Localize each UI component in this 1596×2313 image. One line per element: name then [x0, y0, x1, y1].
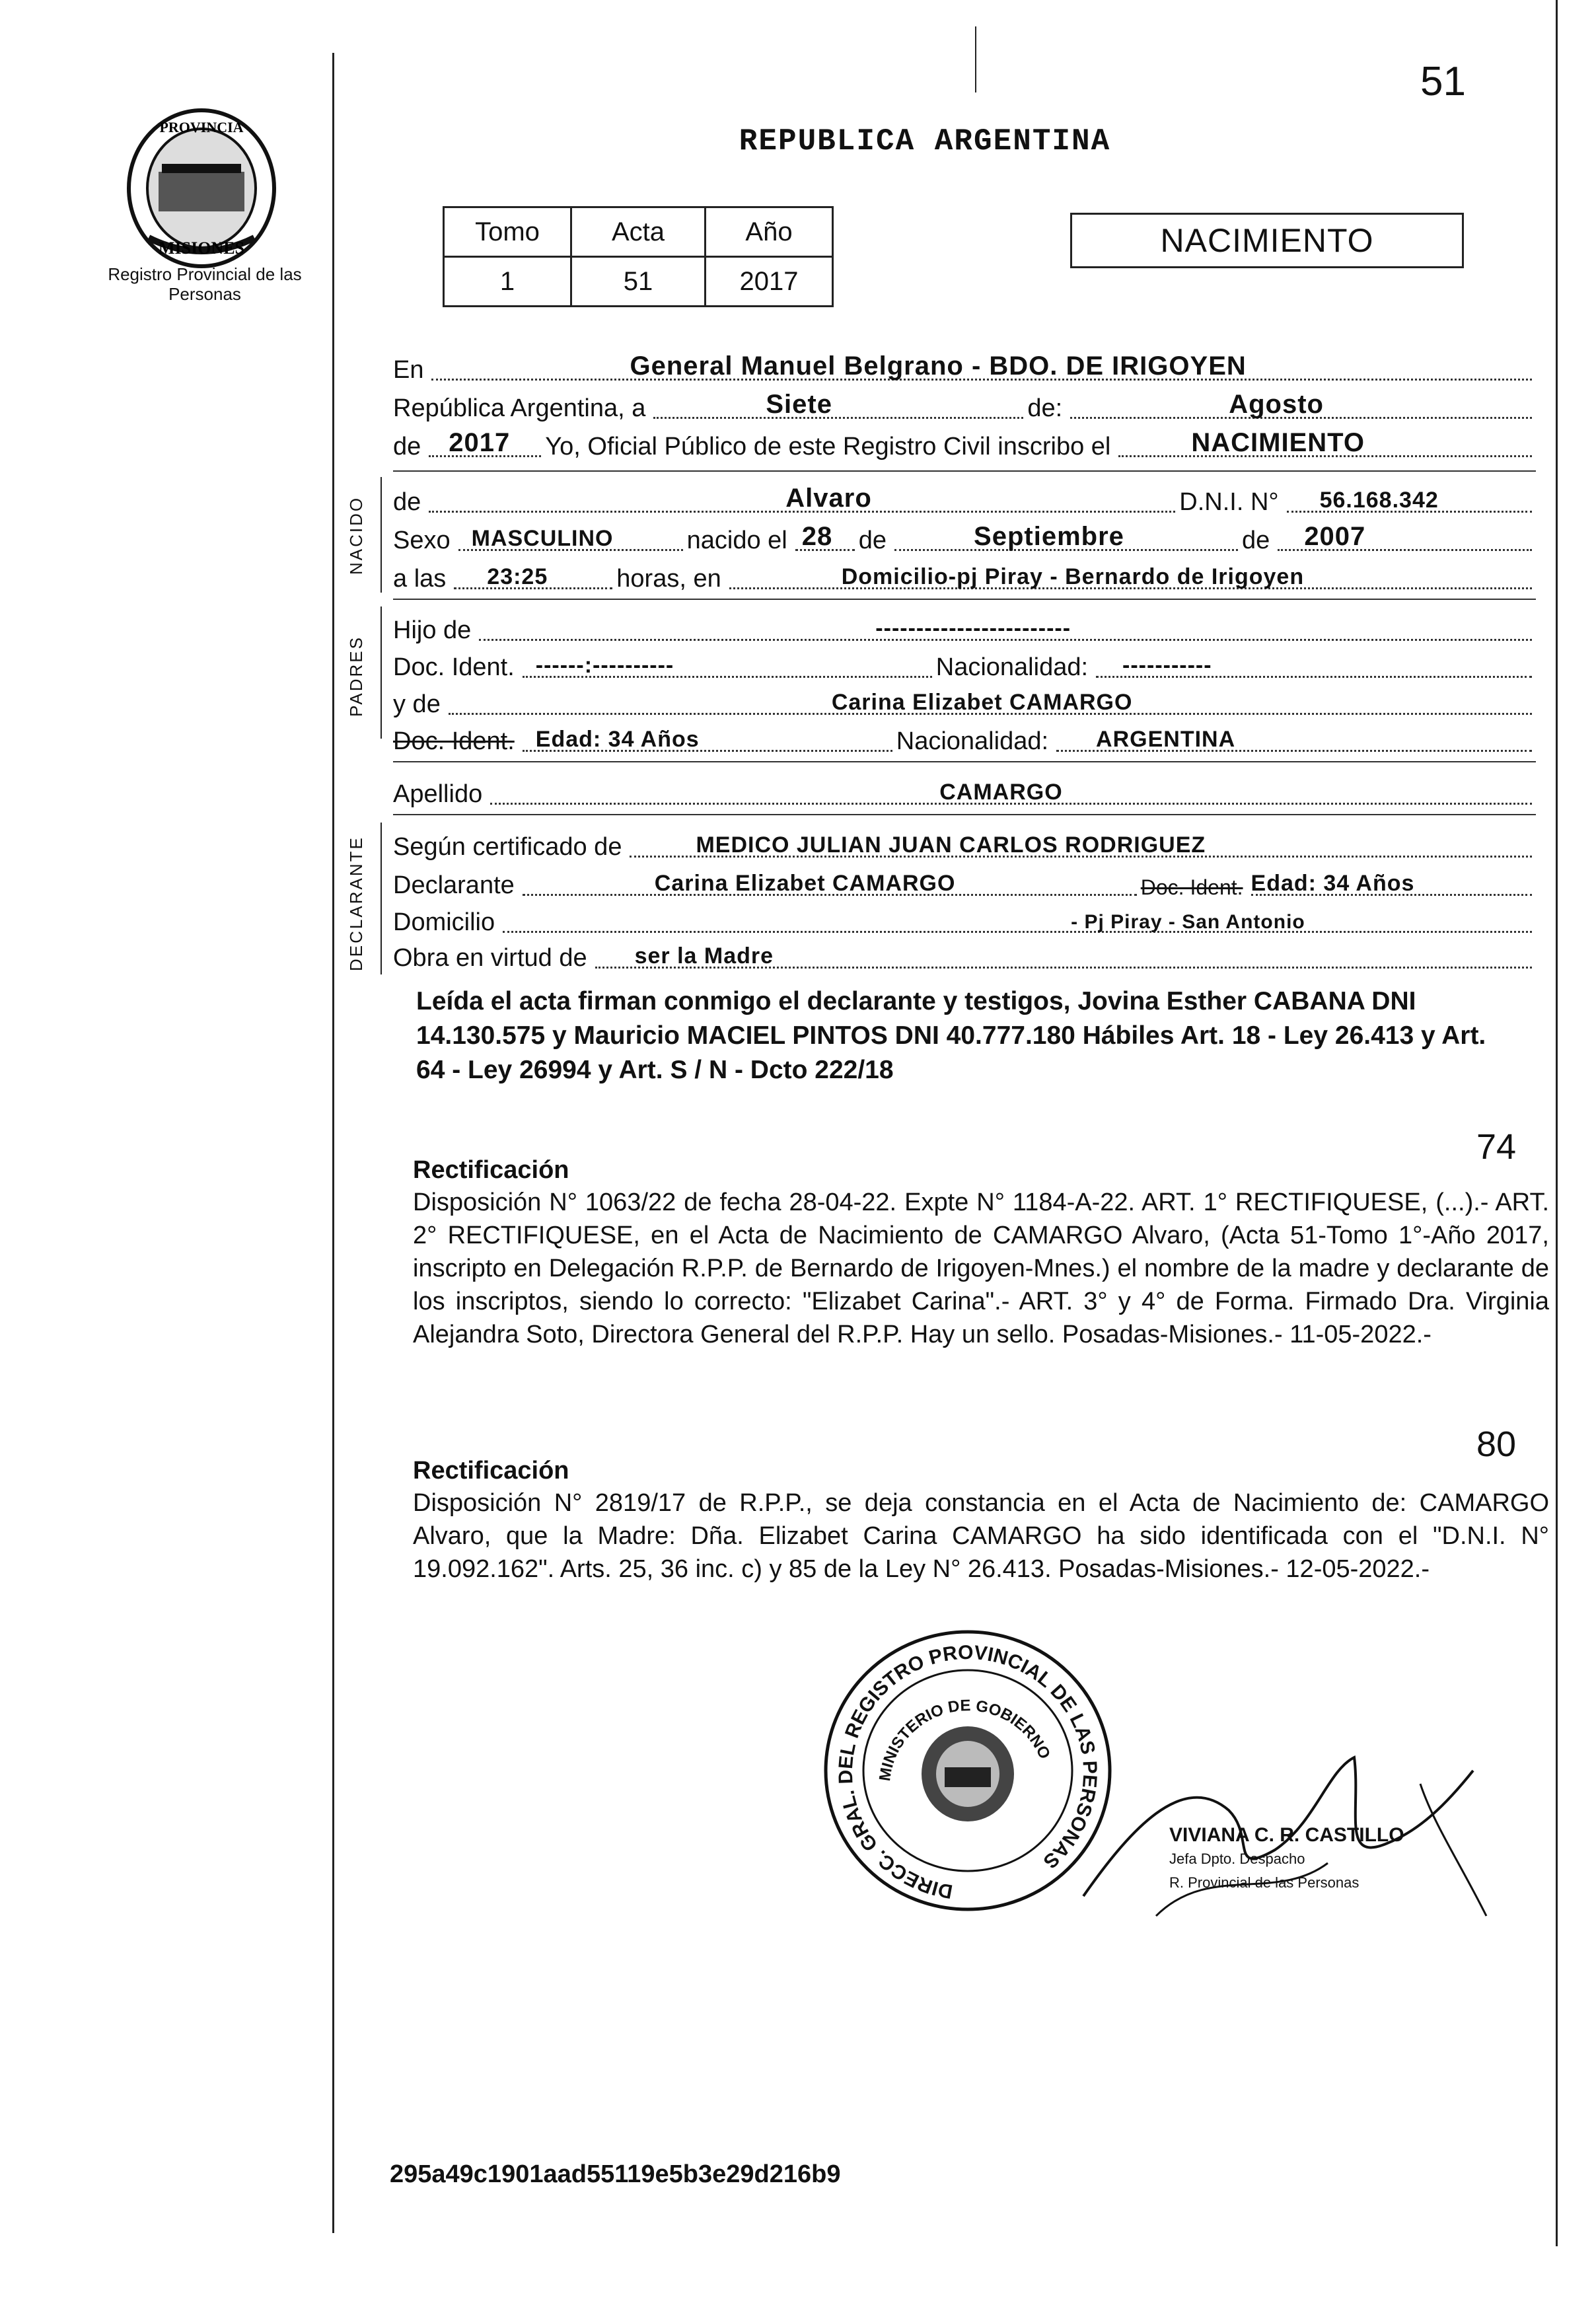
birth-month-value: Septiembre	[974, 522, 1124, 551]
rectification-number: 80	[1476, 1424, 1517, 1464]
row-hour-place	[393, 559, 1536, 593]
row-place	[393, 350, 1536, 385]
declarante-value: Carina Elizabet CAMARGO	[654, 871, 956, 896]
padres-bracket	[381, 606, 382, 739]
birth-year-value: 2007	[1304, 522, 1366, 551]
row-sex-birth	[393, 521, 1536, 555]
ledger-value-acta: 51	[571, 257, 706, 307]
row-obra	[393, 938, 1536, 973]
row-year-act	[393, 427, 1536, 461]
separator	[393, 470, 1536, 472]
mother-value: Carina Elizabet CAMARGO	[831, 690, 1133, 715]
de-year-label: de	[393, 433, 421, 460]
doc-ident-label: Doc. Ident.	[393, 653, 515, 681]
row-date	[393, 388, 1536, 423]
stamp-inner-text: MINISTERIO DE GOBIERNO	[876, 1697, 1054, 1782]
signer-office: R. Provincial de las Personas	[1169, 1874, 1360, 1891]
father-value: ------------------------	[875, 616, 1071, 641]
nacionalidad-label-2: Nacionalidad:	[896, 727, 1049, 755]
nacido-label: nacido el	[686, 527, 787, 554]
rectification-title: Rectificación	[413, 1156, 569, 1184]
sexo-value: MASCULINO	[471, 526, 614, 551]
document-type-box: NACIMIENTO	[1070, 213, 1464, 268]
ledger-value-tomo: 1	[444, 257, 571, 307]
ledger-value-ano: 2017	[706, 257, 833, 307]
year-value: 2017	[449, 428, 511, 457]
row-father-doc	[393, 647, 1536, 682]
name-value: Alvaro	[785, 484, 872, 513]
declarante-section-label: DECLARANTE	[346, 836, 366, 971]
nacionalidad-label: Nacionalidad:	[935, 653, 1089, 681]
act-value: NACIMIENTO	[1191, 428, 1365, 457]
row-mother-doc	[393, 721, 1536, 756]
certificado-label: Según certificado de	[393, 833, 622, 861]
obra-value: ser la Madre	[634, 943, 774, 969]
row-mother	[393, 684, 1536, 719]
birth-day-value: 28	[801, 522, 833, 551]
oficial-text: Yo, Oficial Público de este Registro Civil inscribo el	[545, 433, 1111, 460]
de-name-label: de	[393, 488, 421, 516]
father-doc-value: ------:----------	[535, 653, 674, 678]
svg-text:MISIONES: MISIONES	[158, 239, 245, 258]
signer-title: Jefa Dpto. Despacho	[1169, 1851, 1305, 1867]
declarante-doc-label: Doc. Ident.	[1140, 875, 1243, 899]
ledger-header-acta: Acta	[571, 207, 706, 257]
registry-label: Registro Provincial de las Personas	[108, 264, 302, 304]
page-number: 51	[1420, 59, 1466, 104]
nacido-bracket	[381, 477, 382, 593]
document-hash: 295a49c1901aad55119e5b3e29d216b9	[390, 2160, 841, 2188]
certificado-value: MEDICO JULIAN JUAN CARLOS RODRIGUEZ	[696, 832, 1206, 858]
fold-line	[975, 26, 976, 92]
en-label: En	[393, 356, 424, 384]
row-father	[393, 610, 1536, 645]
rectification-title: Rectificación	[413, 1457, 569, 1485]
separator	[393, 761, 1536, 762]
day-value: Siete	[766, 390, 832, 419]
province-emblem-logo	[122, 106, 281, 271]
birth-place-value: Domicilio-pj Piray - Bernardo de Irigoyen	[841, 564, 1305, 589]
mother-age-value: Edad: 34 Años	[535, 727, 700, 752]
father-nat-value: -----------	[1122, 653, 1212, 678]
rectification-number: 74	[1476, 1127, 1517, 1167]
declarante-label: Declarante	[393, 871, 515, 899]
month-value: Agosto	[1229, 390, 1324, 419]
country-title: REPUBLICA ARGENTINA	[739, 124, 1111, 159]
separator	[393, 599, 1536, 600]
padres-section-label: PADRES	[346, 636, 366, 717]
row-name	[393, 482, 1536, 517]
hour-value: 23:25	[487, 564, 548, 589]
de-birth-month-label: de	[858, 527, 887, 554]
domicilio-value: - Pj Piray - San Antonio	[1071, 911, 1305, 933]
obra-label: Obra en virtud de	[393, 944, 587, 972]
svg-text:PROVINCIA: PROVINCIA	[159, 119, 244, 135]
dni-label: D.N.I. N°	[1179, 488, 1279, 516]
row-declarante	[393, 865, 1536, 900]
rectification-text: Disposición N° 1063/22 de fecha 28-04-22. Expte N° 1184-A-22. ART. 1° RECTIFIQUESE, (...).- ART. 2° RECTIFIQUESE, en el Acta de Nacimiento de CAMARGO Alvaro, (Acta 51-Tomo 1°-Año 2017, inscripto en Delegación R.P.P. de Bernardo de Irigoyen-Mnes.) el nombre de la madre y declarante de los inscriptos, siendo lo correcto: "Elizabet Carina".- ART. 3° y 4° de Forma. Firmado Dra. Virginia Alejandra Soto, Directora General del R.P.P. Hay un sello. Posadas-Misiones.- 11-05-2022.-	[413, 1189, 1549, 1348]
a-las-label: a las	[393, 565, 447, 593]
row-certificado	[393, 827, 1536, 862]
dni-value: 56.168.342	[1319, 488, 1439, 513]
left-margin-line	[332, 53, 334, 2233]
sexo-label: Sexo	[393, 527, 451, 554]
de-birth-year-label: de	[1242, 527, 1270, 554]
y-de-label: y de	[393, 690, 441, 718]
declarante-age-value: Edad: 34 Años	[1251, 871, 1415, 896]
official-seal-stamp	[819, 1625, 1116, 1916]
place-value: General Manuel Belgrano - BDO. DE IRIGOYEN	[630, 351, 1247, 381]
apellido-label: Apellido	[393, 780, 483, 808]
declarante-bracket	[381, 823, 382, 974]
signer-block	[1169, 1823, 1404, 1895]
signer-name: VIVIANA C. R. CASTILLO	[1169, 1824, 1404, 1846]
de-month-label: de:	[1027, 394, 1063, 422]
stamp-ring-text: DIRECC. GRAL. DEL REGISTRO PROVINCIAL DE LAS PERSONAS	[834, 1641, 1101, 1903]
row-apellido	[393, 774, 1536, 809]
ledger-header-ano: Año	[706, 207, 833, 257]
horas-label: horas, en	[616, 565, 721, 593]
rectification-text: Disposición N° 2819/17 de R.P.P., se deja constancia en el Acta de Nacimiento de: CAMARGO Alvaro, que la Madre: Dña. Elizabet Carina CAMARGO ha sido identificada con el "D.N.I. N° 19.092.162". Arts. 25, 36 inc. c) y 85 de la Ley N° 26.413. Posadas-Misiones.- 12-05-2022.-	[413, 1489, 1549, 1583]
mother-doc-label: Doc. Ident.	[393, 727, 515, 755]
right-margin-line	[1556, 0, 1558, 2246]
closing-paragraph: Leída el acta firman conmigo el declarante y testigos, Jovina Esther CABANA DNI 14.130.575 y Mauricio MACIEL PINTOS DNI 40.777.180 Hábiles Art. 18 - Ley 26.413 y Art. 64 - Ley 26994 y Art. S / N - Dcto 222/18	[416, 987, 1486, 1084]
mother-nat-value: ARGENTINA	[1096, 727, 1236, 752]
domicilio-label: Domicilio	[393, 908, 495, 936]
apellido-value: CAMARGO	[939, 780, 1063, 805]
ledger-header-tomo: Tomo	[444, 207, 571, 257]
separator	[393, 814, 1536, 815]
ledger-table	[443, 206, 834, 307]
republica-label: República Argentina, a	[393, 394, 646, 422]
nacido-section-label: NACIDO	[346, 496, 366, 575]
hijo-label: Hijo de	[393, 616, 472, 644]
